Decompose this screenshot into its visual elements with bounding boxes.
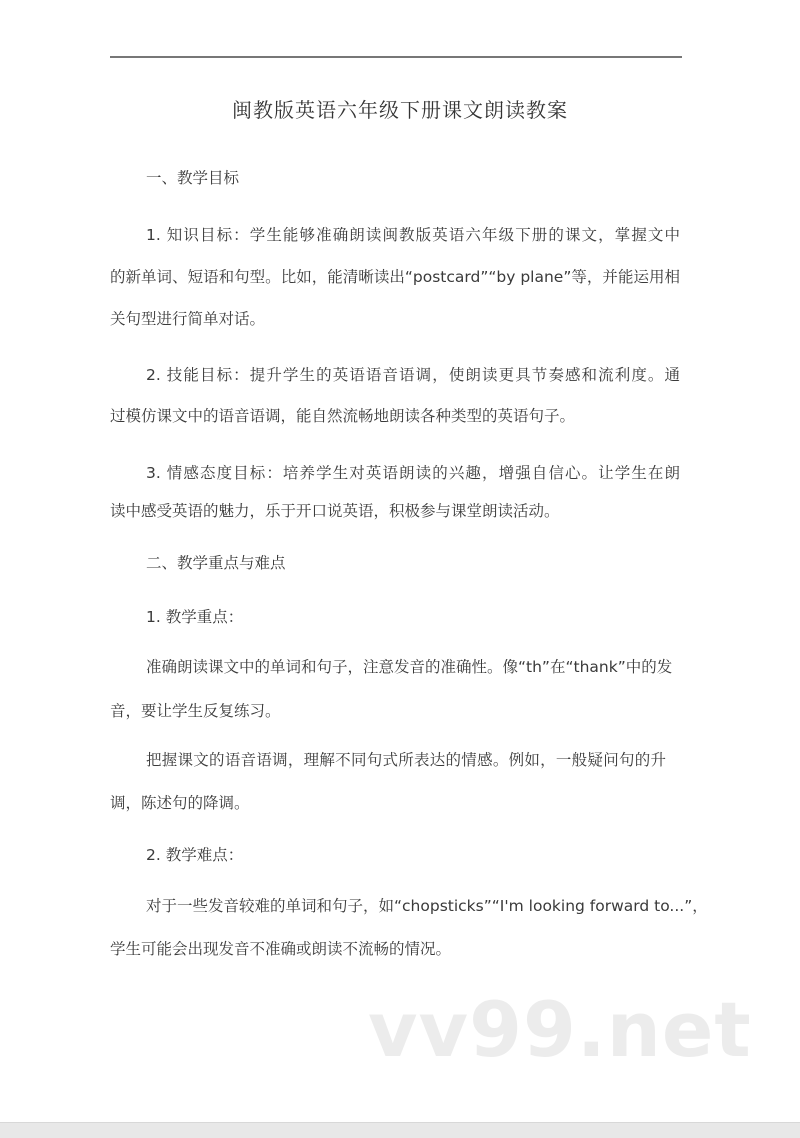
header-rule (110, 56, 682, 58)
paragraph-line: 调，陈述句的降调。 (110, 794, 250, 812)
paragraph-line: 过模仿课文中的语音语调，能自然流畅地朗读各种类型的英语句子。 (110, 407, 576, 425)
paragraph-line: 音，要让学生反复练习。 (110, 702, 281, 720)
subheading-difficulties: 2. 教学难点： (146, 846, 244, 864)
paragraph-line: 把握课文的语音语调，理解不同句式所表达的情感。例如，一般疑问句的升 (146, 751, 666, 769)
section-heading-key-points: 二、教学重点与难点 (146, 554, 286, 572)
paragraph-line: 1. 知识目标：学生能够准确朗读闽教版英语六年级下册的课文，掌握文中 (146, 226, 680, 244)
paragraph-line: 关句型进行简单对话。 (110, 310, 266, 328)
paragraph-line: 的新单词、短语和句型。比如，能清晰读出“postcard”“by plane”等，并能运用相 (110, 268, 680, 286)
subheading-key-points: 1. 教学重点： (146, 608, 244, 626)
paragraph-line: 3. 情感态度目标：培养学生对英语朗读的兴趣，增强自信心。让学生在朗 (146, 464, 680, 482)
paragraph-line: 读中感受英语的魅力，乐于开口说英语，积极参与课堂朗读活动。 (110, 502, 560, 520)
paragraph-line: 准确朗读课文中的单词和句子，注意发音的准确性。像“th”在“thank”中的发 (146, 658, 673, 676)
paragraph-line: 对于一些发音较难的单词和句子，如“chopsticks”“I'm looking forward to...”， (146, 897, 708, 915)
section-heading-objectives: 一、教学目标 (146, 169, 240, 187)
paragraph-line: 2. 技能目标：提升学生的英语语音语调，使朗读更具节奏感和流利度。通 (146, 366, 680, 384)
page-bottom-edge (0, 1122, 800, 1138)
watermark: vv99.net (368, 985, 752, 1074)
paragraph-line: 学生可能会出现发音不准确或朗读不流畅的情况。 (110, 940, 452, 958)
page-title: 闽教版英语六年级下册课文朗读教案 (232, 98, 568, 122)
